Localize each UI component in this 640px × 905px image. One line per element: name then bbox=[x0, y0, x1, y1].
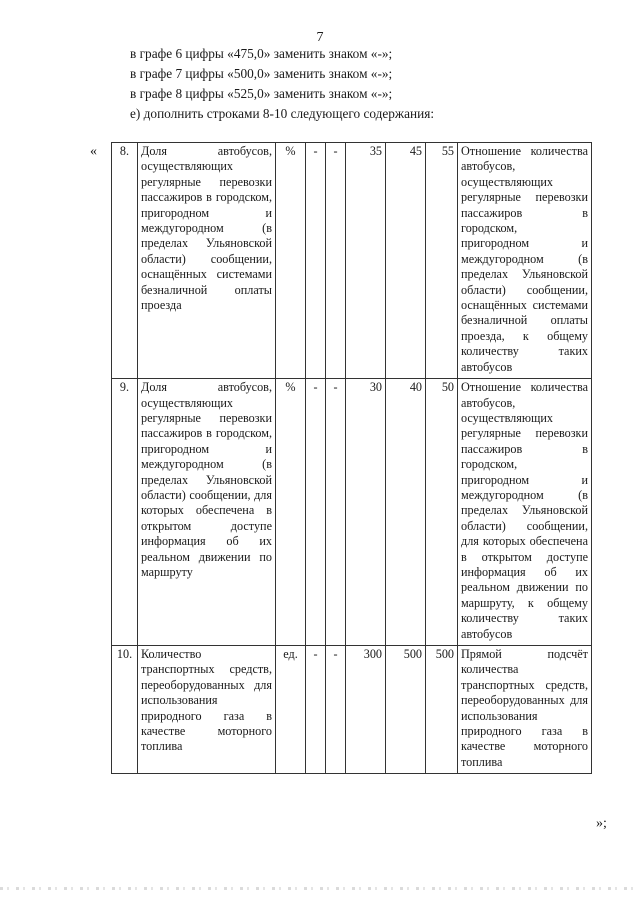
value-cell: 35 bbox=[346, 143, 386, 379]
value-cell: 500 bbox=[426, 646, 458, 774]
row-number: 9. bbox=[112, 379, 138, 646]
calculation-method: Прямой подсчёт количества транспортных средств, переоборудованных для использования природного газа в качестве моторного топлива bbox=[458, 646, 592, 774]
calculation-method: Отношение количества автобусов, осуществляющих регулярные перевозки пассажиров в городском, пригородном и междугородном (в пределах Ульяновской области) сообщении, оснащённых системами безналичной оплаты проезда, к общему количеству таких автобусов bbox=[458, 143, 592, 379]
scan-artifact bbox=[0, 887, 640, 890]
page-number: 7 bbox=[316, 30, 324, 45]
value-cell: 30 bbox=[346, 379, 386, 646]
value-cell: 50 bbox=[426, 379, 458, 646]
opening-quote: « bbox=[90, 144, 97, 159]
indicator-name: Количество транспортных средств, переоборудованных для использования природного газа в качестве моторного топлива bbox=[138, 646, 276, 774]
row-number: 8. bbox=[112, 143, 138, 379]
intro-line: в графе 6 цифры «475,0» заменить знаком «-»; bbox=[130, 46, 393, 61]
intro-line: в графе 8 цифры «525,0» заменить знаком «-»; bbox=[130, 86, 393, 101]
value-cell: - bbox=[326, 379, 346, 646]
intro-line: в графе 7 цифры «500,0» заменить знаком «-»; bbox=[130, 66, 393, 81]
unit-cell: ед. bbox=[276, 646, 306, 774]
table-row bbox=[112, 379, 592, 646]
indicator-table bbox=[111, 142, 592, 774]
row-number: 10. bbox=[112, 646, 138, 774]
value-cell: - bbox=[306, 143, 326, 379]
value-cell: - bbox=[326, 646, 346, 774]
intro-text bbox=[130, 44, 434, 124]
calculation-method: Отношение количества автобусов, осуществляющих регулярные перевозки пассажиров в городском, пригородном и междугородном (в пределах Ульяновской области) сообщении, для которых обеспечена в открытом доступе информация об их реальном движении по маршруту, к общему количеству таких автобусов bbox=[458, 379, 592, 646]
closing-quote: »; bbox=[596, 816, 607, 831]
value-cell: - bbox=[326, 143, 346, 379]
value-cell: 55 bbox=[426, 143, 458, 379]
unit-cell: % bbox=[276, 143, 306, 379]
indicator-name: Доля автобусов, осуществляющих регулярные перевозки пассажиров в городском, пригородном и междугородном (в пределах Ульяновской области) сообщении, оснащённых системами безналичной оплаты проезда bbox=[138, 143, 276, 379]
value-cell: - bbox=[306, 646, 326, 774]
value-cell: 45 bbox=[386, 143, 426, 379]
table-row bbox=[112, 646, 592, 774]
value-cell: 500 bbox=[386, 646, 426, 774]
table-row bbox=[112, 143, 592, 379]
indicator-name: Доля автобусов, осуществляющих регулярные перевозки пассажиров в городском, пригородном и междугородном (в пределах Ульяновской области) сообщении, для которых обеспечена в открытом доступе информация об их реальном движении по маршруту bbox=[138, 379, 276, 646]
value-cell: 300 bbox=[346, 646, 386, 774]
value-cell: - bbox=[306, 379, 326, 646]
unit-cell: % bbox=[276, 379, 306, 646]
intro-line: е) дополнить строками 8-10 следующего содержания: bbox=[130, 106, 435, 121]
value-cell: 40 bbox=[386, 379, 426, 646]
